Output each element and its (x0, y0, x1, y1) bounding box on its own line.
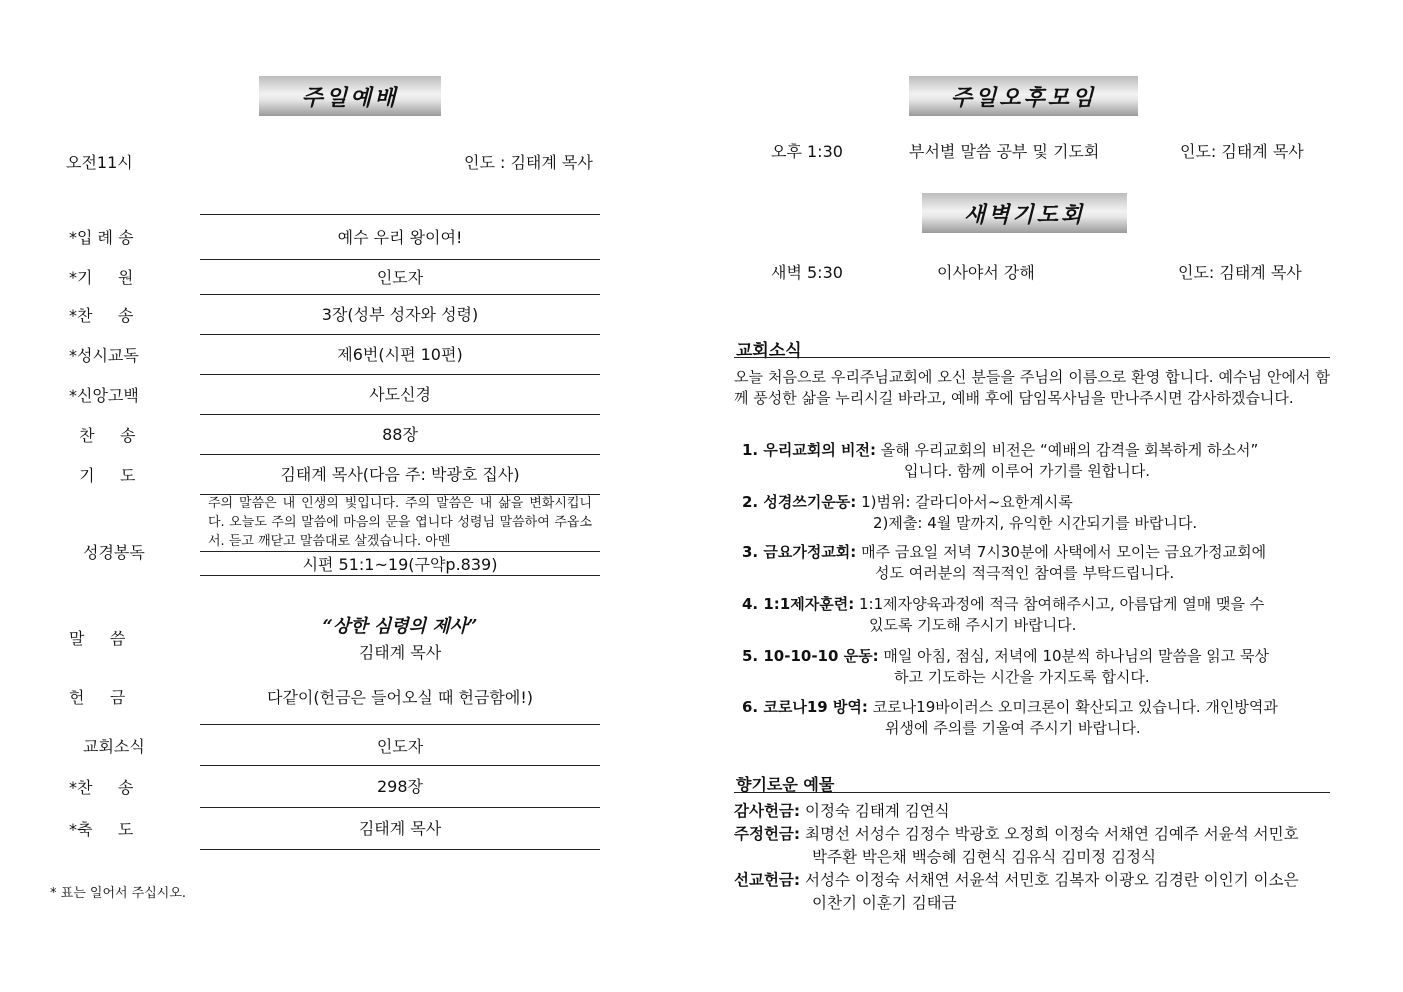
news-line: 매일 아침, 점심, 저녁에 10분씩 하나님의 말씀을 읽고 묵상 (883, 647, 1269, 665)
order-row (55, 414, 600, 454)
order-of-worship (55, 214, 600, 849)
order-label: *찬 송 (69, 777, 134, 797)
afternoon-title-banner (909, 76, 1138, 116)
worship-leader: 인도 : 김태계 목사 (464, 153, 593, 172)
sermon-title: “상한 심령의 제사” (322, 615, 478, 637)
offering-value: 다같이(헌금은 들어오실 때 헌금함에!) (267, 687, 533, 707)
news-line: 코로나19바이러스 오미크론이 확산되고 있습니다. 개인방역과 (872, 698, 1278, 716)
offering-label: 헌 금 (69, 687, 126, 707)
order-value: 김태계 목사(다음 주: 박광호 집사) (200, 454, 600, 495)
order-value: 김태계 목사 (200, 807, 600, 850)
order-value: 인도자 (200, 724, 600, 766)
gifts-divider (734, 792, 1330, 793)
news-line: 있도록 기도해 주시기 바랍니다. (869, 616, 1077, 634)
order-row (55, 334, 600, 374)
worship-title: 주일예배 (301, 84, 399, 111)
worship-title-banner (259, 76, 441, 116)
sermon-preacher: 김태계 목사 (358, 642, 442, 662)
news-item (742, 492, 1332, 534)
order-row (55, 214, 600, 259)
welcome-text: 오늘 처음으로 우리주님교회에 오신 분들을 주님의 이름으로 환영 합니다. 예수님 안에서 함께 풍성한 삶을 누리시길 바라고, 예배 후에 담임목사님을 만나주시면 감사하겠습니다. (734, 368, 1330, 407)
news-item (742, 440, 1332, 482)
order-value: 298장 (200, 765, 600, 808)
afternoon-title: 주일오후모임 (950, 84, 1097, 111)
gift-entry (734, 823, 1299, 869)
gift-heading: 주정헌금: (734, 825, 801, 843)
order-value: 88장 (200, 414, 600, 455)
order-label: *찬 송 (69, 305, 134, 325)
order-label: *기 원 (69, 268, 134, 287)
worship-time: 오전11시 (66, 153, 133, 172)
order-label: 기 도 (69, 465, 136, 485)
order-row (55, 454, 600, 494)
gift-heading: 감사헌금: (734, 802, 801, 820)
sermon-row (55, 606, 600, 668)
dawn-leader: 인도: 김태계 목사 (1178, 263, 1302, 282)
dawn-title: 새벽기도회 (963, 201, 1086, 228)
news-item (742, 542, 1332, 584)
dawn-time: 새벽 5:30 (771, 263, 843, 282)
news-line: 하고 기도하는 시간을 가지도록 합시다. (894, 668, 1150, 686)
news-line: 1)범위: 갈라디아서~요한계시록 (861, 493, 1073, 511)
sermon-label: 말 씀 (69, 628, 126, 648)
news-line: 올해 우리교회의 비전은 “예배의 감격을 회복하게 하소서” (880, 441, 1259, 459)
news-divider (734, 357, 1330, 358)
order-row (55, 724, 600, 765)
news-heading: 6. 코로나19 방역: (742, 698, 868, 716)
news-heading: 2. 성경쓰기운동: (742, 493, 857, 511)
order-value: 인도자 (200, 259, 600, 295)
news-line: 성도 여러분의 적극적인 참여를 부탁드립니다. (875, 564, 1175, 582)
news-line: 위생에 주의를 기울여 주시기 바랍니다. (885, 719, 1141, 737)
news-line: 1:1제자양육과정에 적극 참여해주시고, 아름답게 열매 맺을 수 (858, 595, 1265, 613)
gift-entry (734, 800, 950, 823)
dawn-desc: 이사야서 강해 (937, 263, 1035, 282)
news-line: 2)제출: 4월 말까지, 유익한 시간되기를 바랍니다. (873, 514, 1198, 532)
gift-names: 서성수 이정숙 서채연 서윤석 서민호 김복자 이광오 김경란 이인기 이소은 (805, 871, 1299, 889)
afternoon-time: 오후 1:30 (771, 142, 843, 161)
order-label: *축 도 (69, 819, 134, 839)
news-item (742, 646, 1332, 688)
order-value: 3장(성부 성자와 성령) (200, 294, 600, 335)
dawn-title-banner (922, 193, 1127, 233)
order-label: *성시교독 (69, 345, 139, 365)
news-heading: 3. 금요가정교회: (742, 543, 857, 561)
news-heading: 1. 우리교회의 비전: (742, 441, 877, 459)
standing-note: * 표는 일어서 주십시오. (50, 886, 187, 901)
news-heading: 4. 1:1제자훈련: (742, 595, 855, 613)
gift-names: 이정숙 김태계 김연식 (805, 802, 950, 820)
reading-label: 성경봉독 (83, 543, 145, 562)
order-row (55, 374, 600, 414)
gift-heading: 선교헌금: (734, 871, 801, 889)
order-label: 찬 송 (69, 425, 136, 445)
gift-entry (734, 869, 1299, 915)
order-value: 제6번(시편 10편) (200, 334, 600, 375)
news-item (742, 594, 1332, 636)
order-value: 예수 우리 왕이여! (200, 214, 600, 260)
order-value: 사도신경 (200, 374, 600, 415)
order-row (55, 807, 600, 849)
gift-names: 이찬기 이훈기 김태금 (812, 894, 957, 912)
reading-prayer: 주의 말씀은 내 인생의 빛입니다. 주의 말씀은 내 삶을 변화시킵니다. 오늘도 주의 말씀에 마음의 문을 엽니다 성령님 말씀하여 주옵소서. 듣고 깨닫고 말씀대로 살겠습니다. 아멘 (208, 496, 592, 549)
order-label: 교회소식 (83, 736, 145, 756)
order-row (55, 259, 600, 294)
reading-passage: 시편 51:1~19(구약p.839) (200, 552, 600, 576)
order-label: *신앙고백 (69, 385, 139, 405)
news-title: 교회소식 (736, 341, 802, 361)
offering-row (55, 668, 600, 724)
news-line: 매주 금요일 저녁 7시30분에 사택에서 모이는 금요가정교회에 (861, 543, 1267, 561)
gift-names: 박주환 박은채 백승혜 김현식 김유식 김미정 김정식 (812, 848, 1156, 866)
order-row (55, 294, 600, 334)
order-row (55, 765, 600, 807)
news-item (742, 697, 1332, 739)
afternoon-desc: 부서별 말씀 공부 및 기도회 (909, 142, 1100, 161)
gifts-title: 향기로운 예물 (736, 775, 835, 794)
afternoon-leader: 인도: 김태계 목사 (1180, 142, 1304, 161)
news-heading: 5. 10-10-10 운동: (742, 647, 879, 665)
gift-names: 최명선 서성수 김정수 박광호 오정희 이정숙 서채연 김예주 서윤석 서민호 (805, 825, 1299, 843)
scripture-reading (55, 494, 600, 606)
news-line: 입니다. 함께 이루어 가기를 원합니다. (904, 462, 1150, 480)
order-label: *입 례 송 (69, 228, 134, 247)
